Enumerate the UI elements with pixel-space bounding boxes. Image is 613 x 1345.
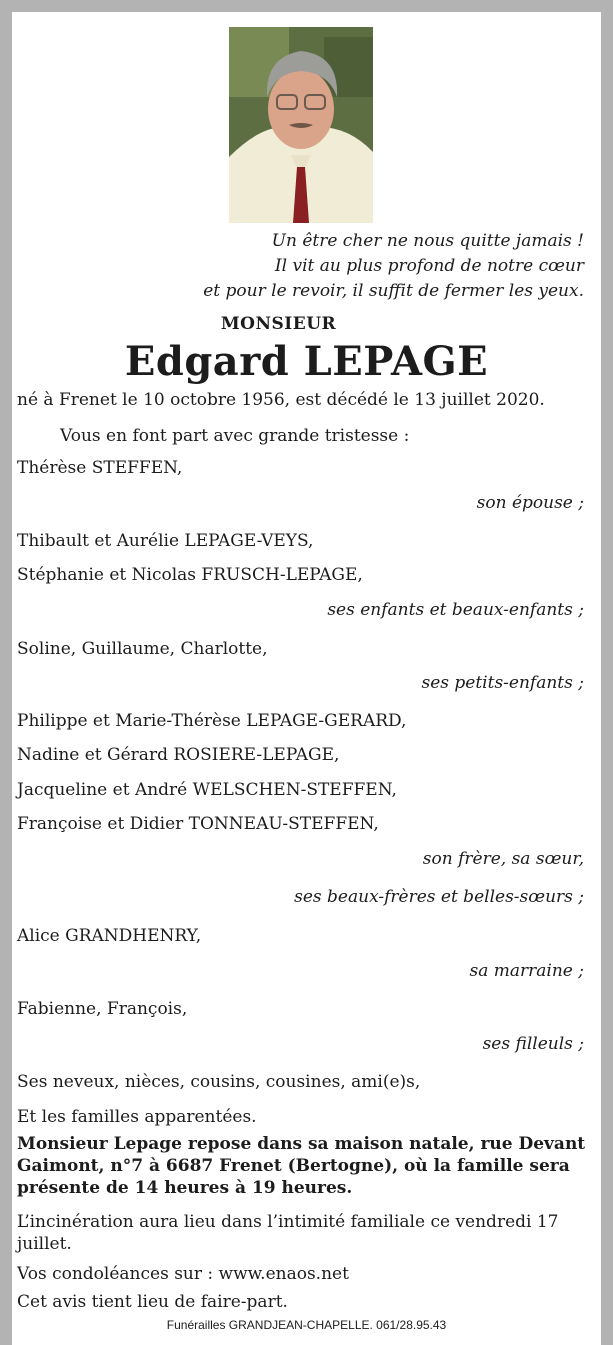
portrait-photo	[229, 27, 373, 223]
godchildren-role: ses filleuls ;	[482, 1034, 584, 1054]
sibling-name: Françoise et Didier TONNEAU-STEFFEN,	[17, 814, 379, 834]
grandchildren-role: ses petits-enfants ;	[421, 673, 584, 693]
obituary-card	[12, 12, 601, 1345]
birth-death-line: né à Frenet le 10 octobre 1956, est décédé le 13 juillet 2020.	[17, 390, 545, 410]
sibling-name: Nadine et Gérard ROSIERE-LEPAGE,	[17, 745, 340, 765]
intro-line: Vous en font part avec grande tristesse :	[60, 426, 410, 446]
sibling-name: Philippe et Marie-Thérèse LEPAGE-GERARD,	[17, 711, 407, 731]
spouse-role: son épouse ;	[476, 493, 584, 513]
godmother-name: Alice GRANDHENRY,	[17, 926, 202, 946]
children-role: ses enfants et beaux-enfants ;	[327, 600, 584, 620]
funeral-home-footer: Funérailles GRANDJEAN-CHAPELLE. 061/28.95.43	[166, 1318, 447, 1332]
child-name: Stéphanie et Nicolas FRUSCH-LEPAGE,	[17, 565, 363, 585]
poem-line: Un être cher ne nous quitte jamais !	[271, 231, 584, 251]
grandchildren-names: Soline, Guillaume, Charlotte,	[17, 639, 268, 659]
other-relatives: Ses neveux, nièces, cousins, cousines, ami(e)s,	[17, 1072, 421, 1092]
poem	[203, 229, 584, 304]
poem-line: Il vit au plus profond de notre cœur	[274, 256, 584, 276]
poem-line: et pour le revoir, il suffit de fermer les yeux.	[203, 281, 584, 301]
condolences-line: Vos condoléances sur : www.enaos.net	[17, 1264, 349, 1284]
sibling-name: Jacqueline et André WELSCHEN-STEFFEN,	[17, 780, 397, 800]
cremation-notice: L’incinération aura lieu dans l’intimité familiale ce vendredi 17 juillet.	[17, 1212, 559, 1254]
spouse-name: Thérèse STEFFEN,	[17, 458, 183, 478]
related-families: Et les familles apparentées.	[17, 1107, 257, 1127]
godchildren-names: Fabienne, François,	[17, 999, 188, 1019]
faire-part-line: Cet avis tient lieu de faire-part.	[17, 1292, 288, 1312]
godmother-role: sa marraine ;	[469, 961, 584, 981]
child-name: Thibault et Aurélie LEPAGE-VEYS,	[17, 531, 314, 551]
repose-notice: Monsieur Lepage repose dans sa maison natale, rue Devant Gaimont, n°7 à 6687 Frenet (Bertogne), où la famille sera présente de 14 heures à 19 heures.	[17, 1134, 586, 1198]
honorific: MONSIEUR	[220, 314, 337, 334]
deceased-name: Edgard LEPAGE	[124, 338, 489, 385]
siblings-role: son frère, sa sœur,	[422, 849, 584, 869]
siblings-in-law-role: ses beaux-frères et belles-sœurs ;	[294, 887, 584, 907]
